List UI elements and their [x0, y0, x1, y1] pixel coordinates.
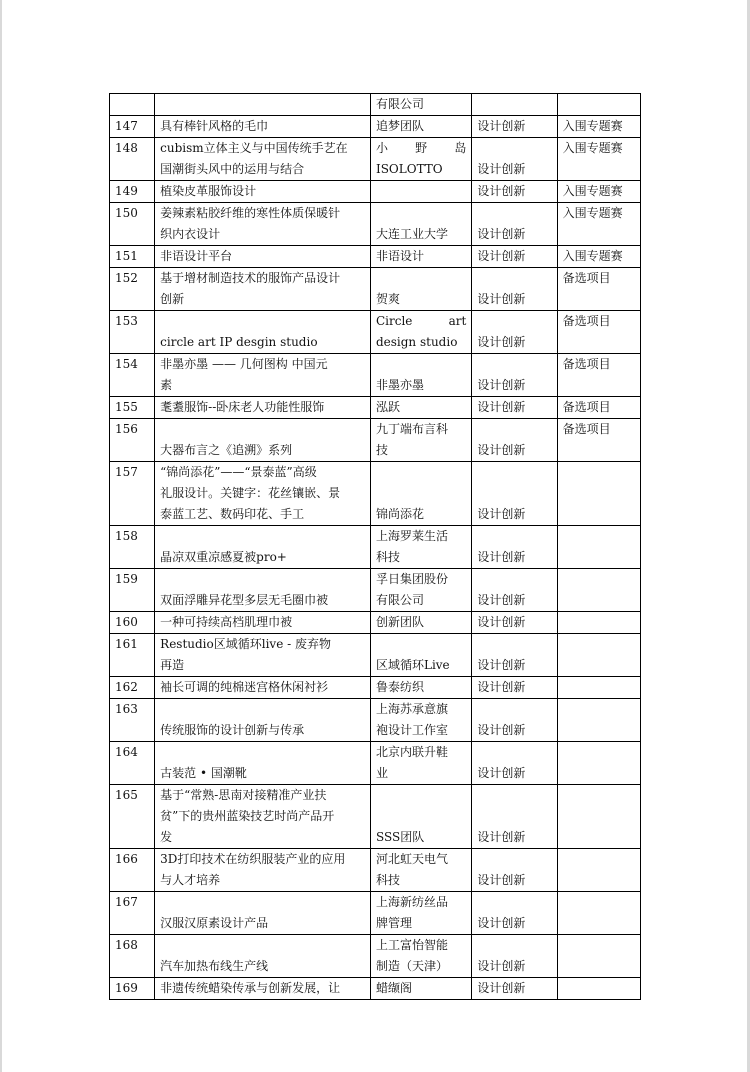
- table-row: [110, 181, 641, 203]
- project-name: [155, 138, 371, 181]
- project-name: [155, 116, 371, 138]
- table-row: [110, 462, 641, 526]
- table-row: [110, 892, 641, 935]
- project-name: [155, 268, 371, 311]
- status: [557, 634, 640, 677]
- team-name-line: [376, 634, 466, 655]
- project-name-line: 双面浮雕异花型多层无毛圈巾被: [160, 593, 329, 607]
- team-name-line: 非语设计: [375, 249, 424, 263]
- team-name-line: 小 野 岛: [375, 141, 467, 155]
- team-name: [370, 138, 471, 181]
- project-name: [155, 419, 371, 462]
- status: 备选项目: [557, 397, 640, 419]
- project-name-line: [160, 311, 365, 332]
- table-row: [110, 612, 641, 634]
- team-name-line: design studio: [375, 335, 458, 349]
- category: 设计创新: [472, 677, 557, 699]
- status: 备选项目: [557, 419, 640, 462]
- team-name-line: 蜡缬阁: [375, 981, 412, 995]
- table-row: [110, 699, 641, 742]
- status: 入围专题赛: [557, 138, 640, 181]
- project-name-line: 一种可持续高档肌理巾被: [160, 615, 293, 629]
- row-number: 149: [110, 181, 155, 203]
- project-name-line: “锦尚添花”——“景泰蓝”高级: [160, 465, 317, 479]
- table-row: [110, 311, 641, 354]
- team-name-line: 牌管理: [375, 916, 412, 930]
- row-number: 153: [110, 311, 155, 354]
- status: [557, 849, 640, 892]
- team-name-line: 锦尚添花: [375, 507, 424, 521]
- project-name-line: 具有棒针风格的毛巾: [160, 119, 269, 133]
- team-name-line: [376, 462, 466, 483]
- project-name: [155, 892, 371, 935]
- category: 设计创新: [472, 849, 557, 892]
- team-name: [370, 612, 471, 634]
- row-number: 147: [110, 116, 155, 138]
- row-number: 158: [110, 526, 155, 569]
- category: 设计创新: [472, 397, 557, 419]
- project-name-line: 姜辣素粘胶纤维的寒性体质保暖针: [160, 206, 341, 220]
- status: [557, 94, 640, 116]
- category: 设计创新: [472, 311, 557, 354]
- category: 设计创新: [472, 246, 557, 268]
- project-name-line: [160, 699, 365, 720]
- project-name-line: circle art IP desgin studio: [160, 335, 318, 349]
- row-number: 156: [110, 419, 155, 462]
- status: 入围专题赛: [557, 181, 640, 203]
- status: [557, 677, 640, 699]
- project-name: [155, 462, 371, 526]
- project-name: [155, 569, 371, 612]
- status: [557, 526, 640, 569]
- table-row: [110, 677, 641, 699]
- project-name: [155, 246, 371, 268]
- team-name-line: 上海苏承意旗: [375, 702, 448, 716]
- category: 设计创新: [472, 354, 557, 397]
- team-name-line: 科技: [375, 873, 400, 887]
- category: 设计创新: [472, 978, 557, 1000]
- team-name: [370, 419, 471, 462]
- category: 设计创新: [472, 526, 557, 569]
- row-number: 148: [110, 138, 155, 181]
- team-name: [370, 677, 471, 699]
- team-name-line: ISOLOTTO: [375, 162, 443, 176]
- team-name: [370, 462, 471, 526]
- table-row: [110, 785, 641, 849]
- category: 设计创新: [472, 699, 557, 742]
- row-number: 152: [110, 268, 155, 311]
- project-name-line: 礼服设计。关键字：花丝镶嵌、景: [160, 486, 341, 500]
- category: 设计创新: [472, 785, 557, 849]
- team-name-line: SSS团队: [375, 830, 425, 844]
- status: [557, 699, 640, 742]
- project-name-line: 贫”下的贵州蓝染技艺时尚产品开: [160, 809, 335, 823]
- status: 入围专题赛: [557, 246, 640, 268]
- project-name-line: 发: [160, 830, 173, 844]
- team-name-line: Circle art: [375, 314, 467, 328]
- row-number: 164: [110, 742, 155, 785]
- category: 设计创新: [472, 742, 557, 785]
- table-row: [110, 354, 641, 397]
- table-row: [110, 246, 641, 268]
- project-name-line: 基于“常熟-思南对接精准产业扶: [160, 788, 327, 802]
- row-number: 155: [110, 397, 155, 419]
- row-number: 150: [110, 203, 155, 246]
- project-name-line: 泰蓝工艺、数码印花、手工: [160, 507, 305, 521]
- project-name: [155, 354, 371, 397]
- project-name-line: 非遗传统蜡染传承与创新发展，让: [160, 981, 341, 995]
- category: 设计创新: [472, 634, 557, 677]
- team-name-line: 九丁端布言科: [375, 422, 448, 436]
- category: 设计创新: [472, 612, 557, 634]
- project-name-line: 汽车加热布线生产线: [160, 959, 269, 973]
- project-name-line: 大器布言之《追溯》系列: [160, 443, 293, 457]
- category: 设计创新: [472, 181, 557, 203]
- team-name-line: 大连工业大学: [375, 227, 448, 241]
- category: [472, 94, 557, 116]
- project-name-line: [160, 742, 365, 763]
- team-name-line: [376, 203, 466, 224]
- status: [557, 612, 640, 634]
- table-row: [110, 397, 641, 419]
- team-name: [370, 849, 471, 892]
- status: 备选项目: [557, 311, 640, 354]
- status: [557, 978, 640, 1000]
- table-row: [110, 569, 641, 612]
- project-name-line: [160, 94, 365, 115]
- project-name: [155, 699, 371, 742]
- team-name-line: 上工富怡智能: [375, 938, 448, 952]
- row-number: 166: [110, 849, 155, 892]
- team-name: [370, 268, 471, 311]
- team-name-line: 创新团队: [375, 615, 424, 629]
- project-name-line: 再造: [160, 658, 185, 672]
- status: 入围专题赛: [557, 203, 640, 246]
- row-number: 169: [110, 978, 155, 1000]
- status: [557, 742, 640, 785]
- row-number: 160: [110, 612, 155, 634]
- row-number: 167: [110, 892, 155, 935]
- row-number: 151: [110, 246, 155, 268]
- project-name-line: 国潮街头风中的运用与结合: [160, 162, 305, 176]
- team-name-line: 上海新纺丝品: [375, 895, 448, 909]
- team-name-line: 技: [375, 443, 388, 457]
- project-name: [155, 677, 371, 699]
- team-name: [370, 634, 471, 677]
- table-row: [110, 94, 641, 116]
- team-name-line: 科技: [375, 550, 400, 564]
- project-name: [155, 978, 371, 1000]
- row-number: 154: [110, 354, 155, 397]
- project-name-line: [160, 526, 365, 547]
- team-name-line: 追梦团队: [375, 119, 424, 133]
- status: 备选项目: [557, 268, 640, 311]
- status: [557, 569, 640, 612]
- team-name: [370, 699, 471, 742]
- project-name: [155, 634, 371, 677]
- project-name-line: 素: [160, 378, 173, 392]
- team-name-line: [376, 483, 466, 504]
- team-name-line: 有限公司: [375, 97, 424, 111]
- team-name: [370, 116, 471, 138]
- category: 设计创新: [472, 203, 557, 246]
- team-name-line: 孚日集团股份: [375, 572, 448, 586]
- team-name-line: 袍设计工作室: [375, 723, 448, 737]
- project-table-body: [110, 94, 641, 1000]
- table-row: [110, 268, 641, 311]
- table-row: [110, 138, 641, 181]
- team-name-line: 鲁泰纺织: [375, 680, 424, 694]
- table-row: [110, 419, 641, 462]
- table-row: [110, 203, 641, 246]
- project-name: [155, 311, 371, 354]
- table-row: [110, 526, 641, 569]
- team-name: [370, 354, 471, 397]
- team-name: [370, 935, 471, 978]
- team-name: [370, 569, 471, 612]
- team-name: [370, 892, 471, 935]
- team-name: [370, 978, 471, 1000]
- project-name-line: 非语设计平台: [160, 249, 233, 263]
- status: 备选项目: [557, 354, 640, 397]
- team-name: [370, 311, 471, 354]
- row-number: 157: [110, 462, 155, 526]
- project-name-line: 与人才培养: [160, 873, 221, 887]
- status: [557, 892, 640, 935]
- team-name-line: 非墨亦墨: [375, 378, 424, 392]
- project-name: [155, 203, 371, 246]
- row-number: 162: [110, 677, 155, 699]
- project-name-line: [160, 569, 365, 590]
- project-name-line: 耄耋服饰--卧床老人功能性服饰: [160, 400, 325, 414]
- team-name-line: 上海罗莱生活: [375, 529, 448, 543]
- category: 设计创新: [472, 935, 557, 978]
- team-name-line: [376, 354, 466, 375]
- team-name: [370, 785, 471, 849]
- category: 设计创新: [472, 462, 557, 526]
- team-name-line: 北京内联升鞋: [375, 745, 448, 759]
- project-name-line: 传统服饰的设计创新与传承: [160, 723, 305, 737]
- team-name-line: 河北虹天电气: [375, 852, 448, 866]
- team-name-line: 区域循环Live: [375, 658, 450, 672]
- document-page: [2, 0, 747, 1072]
- team-name-line: [376, 785, 466, 806]
- team-name: [370, 526, 471, 569]
- project-name: [155, 935, 371, 978]
- project-name: [155, 181, 371, 203]
- project-name-line: [160, 935, 365, 956]
- project-name: [155, 526, 371, 569]
- team-name-line: 业: [375, 766, 388, 780]
- status: [557, 935, 640, 978]
- project-name-line: [160, 419, 365, 440]
- team-name: [370, 94, 471, 116]
- category: 设计创新: [472, 138, 557, 181]
- category: 设计创新: [472, 116, 557, 138]
- team-name-line: 泓跃: [375, 400, 400, 414]
- project-name: [155, 742, 371, 785]
- status: [557, 785, 640, 849]
- table-row: [110, 849, 641, 892]
- team-name: [370, 742, 471, 785]
- status: [557, 462, 640, 526]
- category: 设计创新: [472, 892, 557, 935]
- row-number: 165: [110, 785, 155, 849]
- row-number: 163: [110, 699, 155, 742]
- row-number: 159: [110, 569, 155, 612]
- team-name-line: 制造（天津）: [375, 959, 448, 973]
- project-name-line: 基于增材制造技术的服饰产品设计: [160, 271, 341, 285]
- project-table: [109, 93, 641, 1000]
- project-name-line: 创新: [160, 292, 185, 306]
- project-name-line: 非墨亦墨 —— 几何图构 中国元: [160, 357, 328, 371]
- team-name-line: [376, 268, 466, 289]
- project-name: [155, 94, 371, 116]
- table-row: [110, 742, 641, 785]
- project-name: [155, 849, 371, 892]
- team-name-line: 有限公司: [375, 593, 424, 607]
- table-row: [110, 978, 641, 1000]
- status: 入围专题赛: [557, 116, 640, 138]
- team-name: [370, 203, 471, 246]
- project-name-line: 植染皮革服饰设计: [160, 184, 257, 198]
- table-row: [110, 935, 641, 978]
- project-name-line: [160, 892, 365, 913]
- team-name-line: [376, 181, 466, 202]
- project-name-line: Restudio区域循环live - 废弃物: [160, 637, 331, 651]
- project-name-line: 汉服汉原素设计产品: [160, 916, 269, 930]
- project-name-line: cubism立体主义与中国传统手艺在: [160, 141, 348, 155]
- project-name: [155, 397, 371, 419]
- project-name: [155, 612, 371, 634]
- team-name: [370, 397, 471, 419]
- category: 设计创新: [472, 419, 557, 462]
- project-name-line: 古装范 • 国潮靴: [160, 766, 247, 780]
- team-name: [370, 246, 471, 268]
- project-name-line: 晶凉双重凉感夏被pro+: [160, 550, 287, 564]
- row-number: 161: [110, 634, 155, 677]
- team-name-line: 贺爽: [375, 292, 400, 306]
- project-name-line: 3D打印技术在纺织服装产业的应用: [160, 852, 346, 866]
- team-name: [370, 181, 471, 203]
- project-name-line: 袖长可调的纯棉迷宫格休闲衬衫: [160, 680, 329, 694]
- table-row: [110, 116, 641, 138]
- row-number: 168: [110, 935, 155, 978]
- row-number: [110, 94, 155, 116]
- project-name-line: 织内衣设计: [160, 227, 221, 241]
- category: 设计创新: [472, 569, 557, 612]
- table-row: [110, 634, 641, 677]
- project-name: [155, 785, 371, 849]
- team-name-line: [376, 806, 466, 827]
- category: 设计创新: [472, 268, 557, 311]
